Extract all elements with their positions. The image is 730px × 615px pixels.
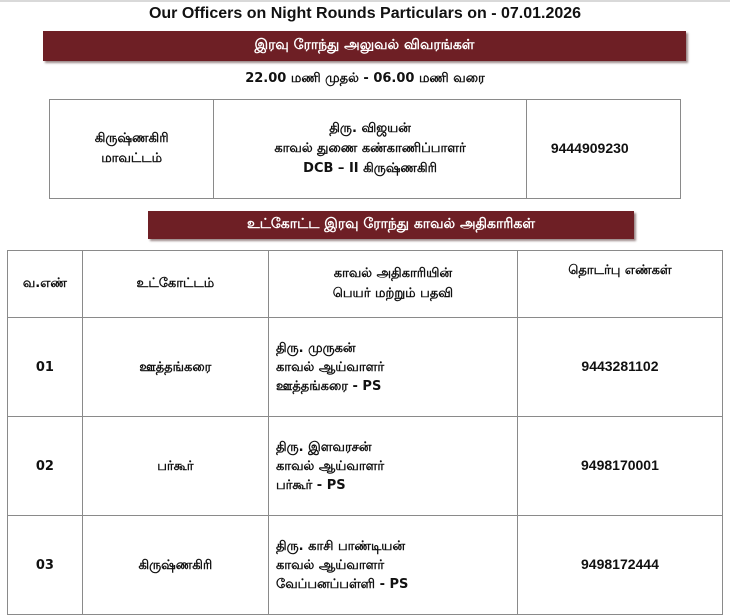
officer-name: திரு. முருகன்: [275, 340, 356, 356]
officer-designation: காவல் ஆய்வாளர்: [275, 458, 385, 474]
row-officer: [268, 417, 517, 516]
row-phone: [517, 417, 722, 516]
phone-number: 9498170001: [581, 457, 659, 473]
row-subdivision: கிருஷ்ணகிரி: [82, 516, 268, 615]
officer-station: பர்கூர் - PS: [275, 477, 346, 493]
district-cell: [50, 100, 214, 199]
row-sno: 01: [8, 318, 83, 417]
district-officer-table: [49, 99, 681, 199]
officer-designation: காவல் துணை கண்காணிப்பாளர்: [274, 141, 466, 156]
header-officer-line: காவல் அதிகாரியின்: [333, 266, 453, 281]
header-contact: தொடர்பு எண்கள்: [517, 251, 722, 318]
header-officer-line: பெயர் மற்றும் பதவி: [332, 286, 454, 301]
row-sno: 02: [8, 417, 83, 516]
phone-number: 9444909230: [550, 140, 629, 156]
subdivision-officers-table: [7, 250, 723, 615]
district-name-line: கிருஷ்ணகிரி: [94, 131, 169, 146]
subdivision-officers-banner: உட்கோட்ட இரவு ரோந்து காவல் அதிகாரிகள்: [148, 211, 634, 239]
officer-designation: காவல் ஆய்வாளர்: [275, 557, 385, 573]
table-header-row: [8, 251, 723, 318]
row-officer: [268, 516, 517, 615]
officer-name: திரு. காசி பாண்டியன்: [275, 538, 406, 554]
district-phone-cell: [526, 100, 680, 199]
district-officer-cell: [214, 100, 527, 199]
night-rounds-banner: இரவு ரோந்து அலுவல் விவரங்கள்: [43, 31, 686, 61]
table-row: [8, 516, 723, 615]
officer-designation: காவல் ஆய்வாளர்: [275, 359, 385, 375]
row-phone: [517, 516, 722, 615]
row-subdivision: ஊத்தங்கரை: [82, 318, 268, 417]
header-officer: [268, 251, 517, 318]
header-sno: வ.எண்: [8, 251, 83, 318]
row-subdivision: பர்கூர்: [82, 417, 268, 516]
timing-text: 22.00 மணி முதல் - 06.00 மணி வரை: [245, 71, 485, 86]
top-divider: [0, 0, 730, 2]
table-row: [8, 417, 723, 516]
officer-name: திரு. இளவரசன்: [275, 439, 372, 455]
page-title: Our Officers on Night Rounds Particulars on - 07.01.2026: [148, 5, 582, 22]
officer-unit: DCB – II கிருஷ்ணகிரி: [303, 161, 437, 176]
phone-number: 9443281102: [581, 358, 659, 374]
row-sno: 03: [8, 516, 83, 615]
officer-station: ஊத்தங்கரை - PS: [275, 378, 382, 394]
district-name-line: மாவட்டம்: [101, 151, 163, 166]
officer-station: வேப்பனப்பள்ளி - PS: [275, 576, 409, 592]
table-row: [50, 100, 681, 199]
table-row: [8, 318, 723, 417]
phone-number: 9498172444: [581, 556, 659, 572]
row-phone: [517, 318, 722, 417]
header-subdivision: உட்கோட்டம்: [82, 251, 268, 318]
row-officer: [268, 318, 517, 417]
officer-name: திரு. விஜயன்: [329, 121, 411, 136]
